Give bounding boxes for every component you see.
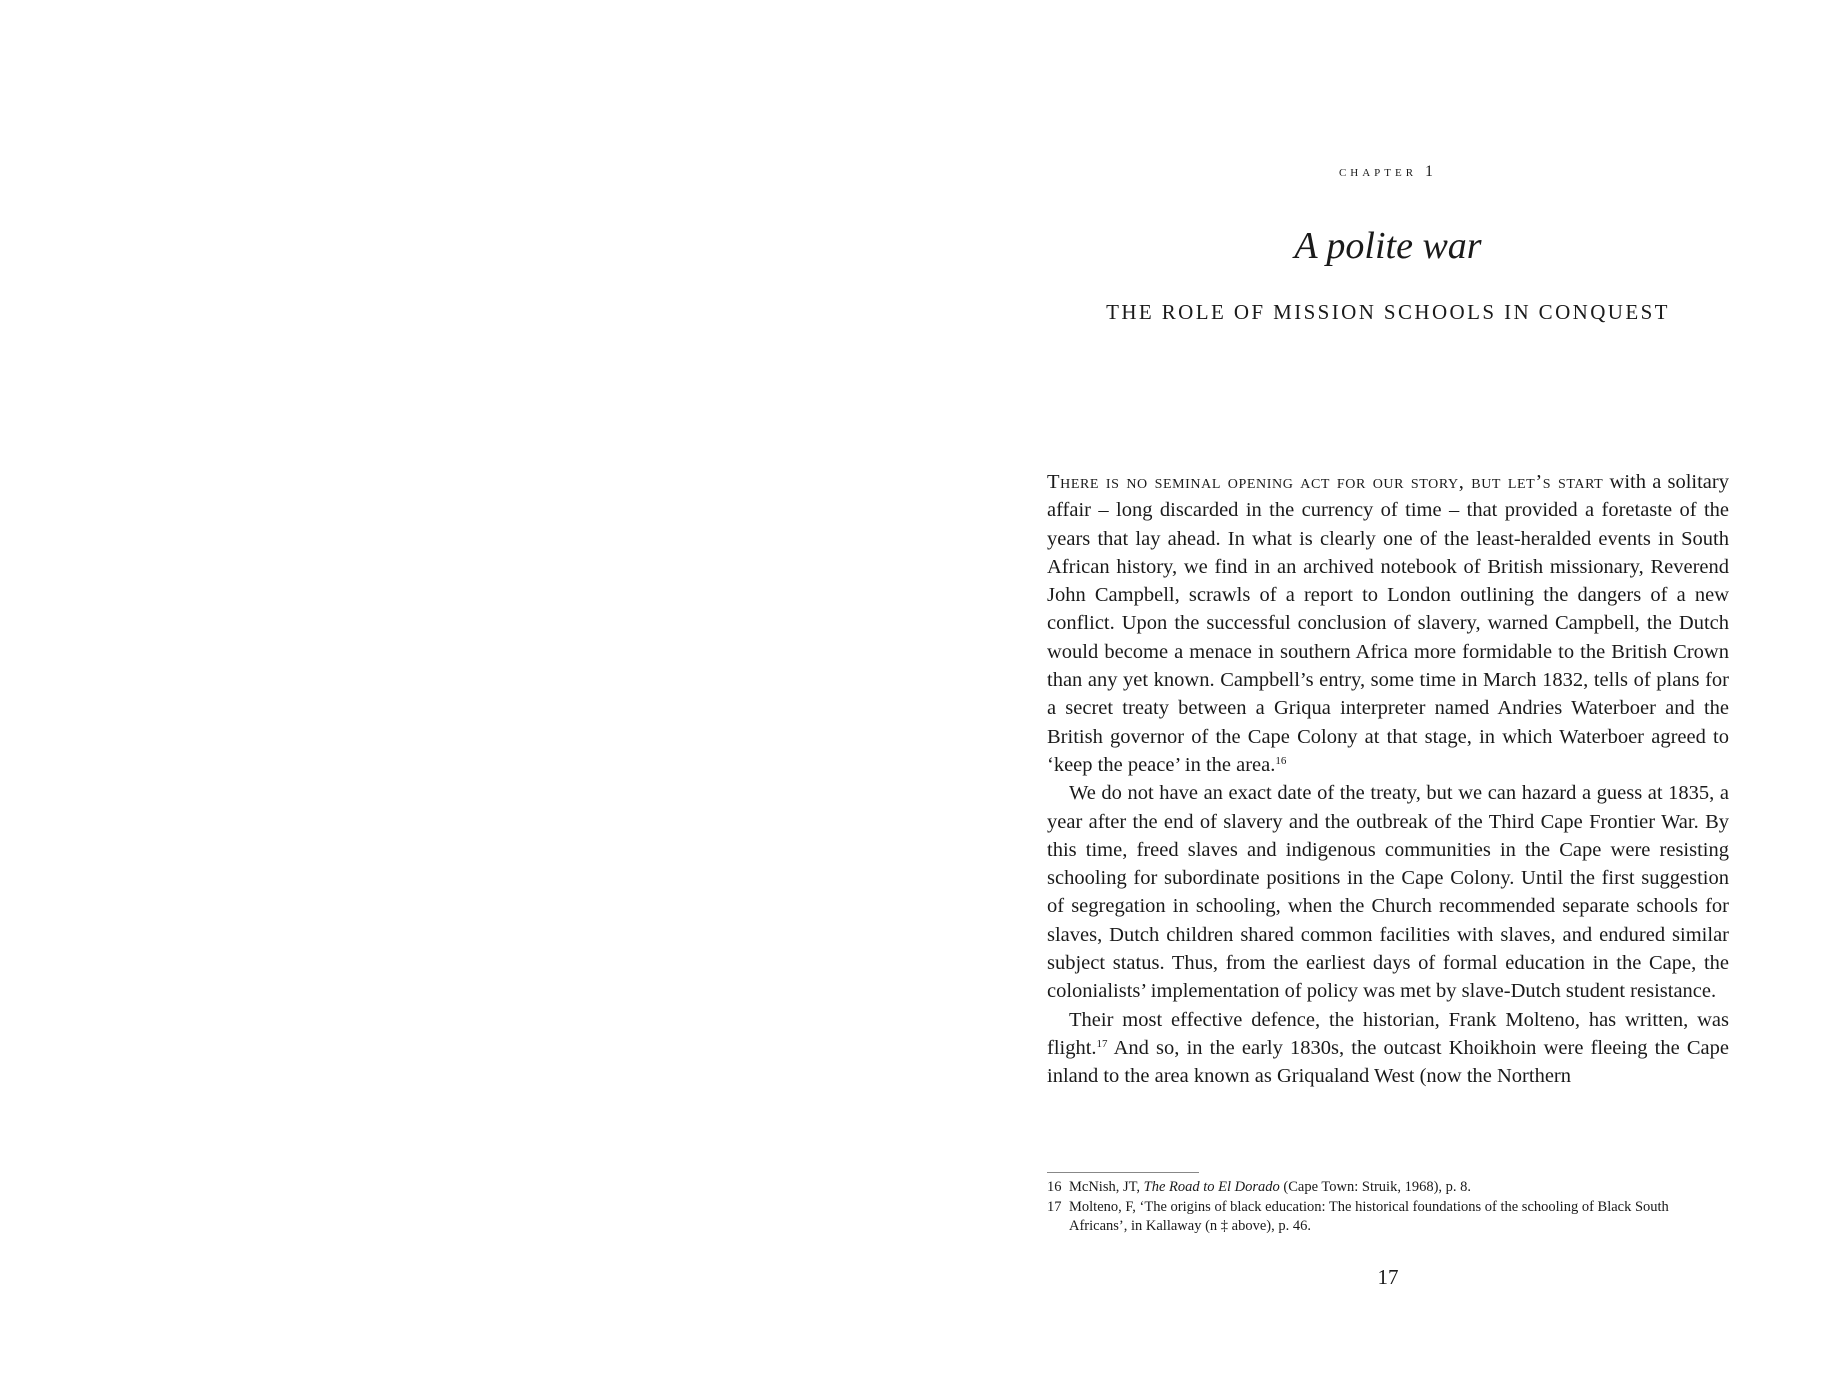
- page-number: 17: [1377, 1265, 1399, 1289]
- footnote-ref-17[interactable]: 17: [1096, 1037, 1108, 1050]
- paragraph-lead-in: There is no seminal opening act for our story, but let’s start: [1047, 471, 1604, 493]
- chapter-subtitle: THE ROLE OF MISSION SCHOOLS IN CONQUEST: [1106, 300, 1670, 324]
- paragraph-3-text-b: And so, in the early 1830s, the outcast Khoikhoin were fleeing the Cape inland to the area known as Griqualand West (now the Northern: [1047, 1036, 1729, 1088]
- footnote-divider: [1047, 1172, 1199, 1173]
- footnote-number: 17: [1047, 1198, 1062, 1215]
- footnote-ref-16[interactable]: 16: [1275, 754, 1287, 767]
- footnote-16: [1047, 1178, 1729, 1198]
- blank-left-page: [0, 0, 921, 1382]
- right-page: [1047, 0, 1729, 1382]
- paragraph-1-text: with a solitary affair – long discarded in the currency of time – that provided a foretaste of the years that lay ahead. In what is clearly one of the least-heralded events in South African history, we find in an archived notebook of British missionary, Reverend John Campbell, scrawls of a report to London outlining the dangers of a new conflict. Upon the successful conclusion of slavery, warned Campbell, the Dutch would become a menace in southern Africa more formidable to the British Crown than any yet known. Campbell’s entry, some time in March 1832, tells of plans for a secret treaty between a Griqua interpreter named Andries Waterboer and the British governor of the Cape Colony at that stage, in which Waterboer agreed to ‘keep the peace’ in the area.: [1047, 471, 1729, 776]
- chapter-title: A polite war: [1294, 225, 1482, 267]
- footnote-number: 16: [1047, 1179, 1062, 1195]
- footnote-text-pre: Molteno, F, ‘The origins of black education: The historical foundations of the schooling of Black South Africans’, in Kallaway (n ‡ above), p. 46.: [1069, 1198, 1669, 1234]
- footnotes: [1047, 1178, 1729, 1237]
- footnote-17: [1047, 1198, 1729, 1237]
- chapter-label: chapter 1: [1338, 163, 1438, 180]
- paragraph-3: [1047, 1006, 1729, 1091]
- paragraph-1: [1047, 468, 1729, 779]
- paragraph-2: We do not have an exact date of the treaty, but we can hazard a guess at 1835, a year after the end of slavery and the outbreak of the Third Cape Frontier War. By this time, freed slaves and indigenous communities in the Cape were resisting schooling for subordinate positions in the Cape Colony. Until the first suggestion of segregation in schooling, when the Church recommended separate schools for slaves, Dutch children shared common facilities with slaves, and endured similar subject status. Thus, from the earliest days of formal education in the Cape, the colonialists’ implementation of policy was met by slave-Dutch student resistance.: [1047, 782, 1729, 1003]
- body-text: [1047, 468, 1729, 1091]
- paragraph-3-text-a: Their most effective defence, the historian, Frank Molteno, has written, was flight.: [1047, 1008, 1729, 1059]
- footnote-text-post: (Cape Town: Struik, 1968), p. 8.: [1279, 1179, 1472, 1195]
- footnote-text-pre: McNish, JT,: [1069, 1179, 1144, 1195]
- footnote-title-italic: The Road to El Dorado: [1143, 1179, 1280, 1195]
